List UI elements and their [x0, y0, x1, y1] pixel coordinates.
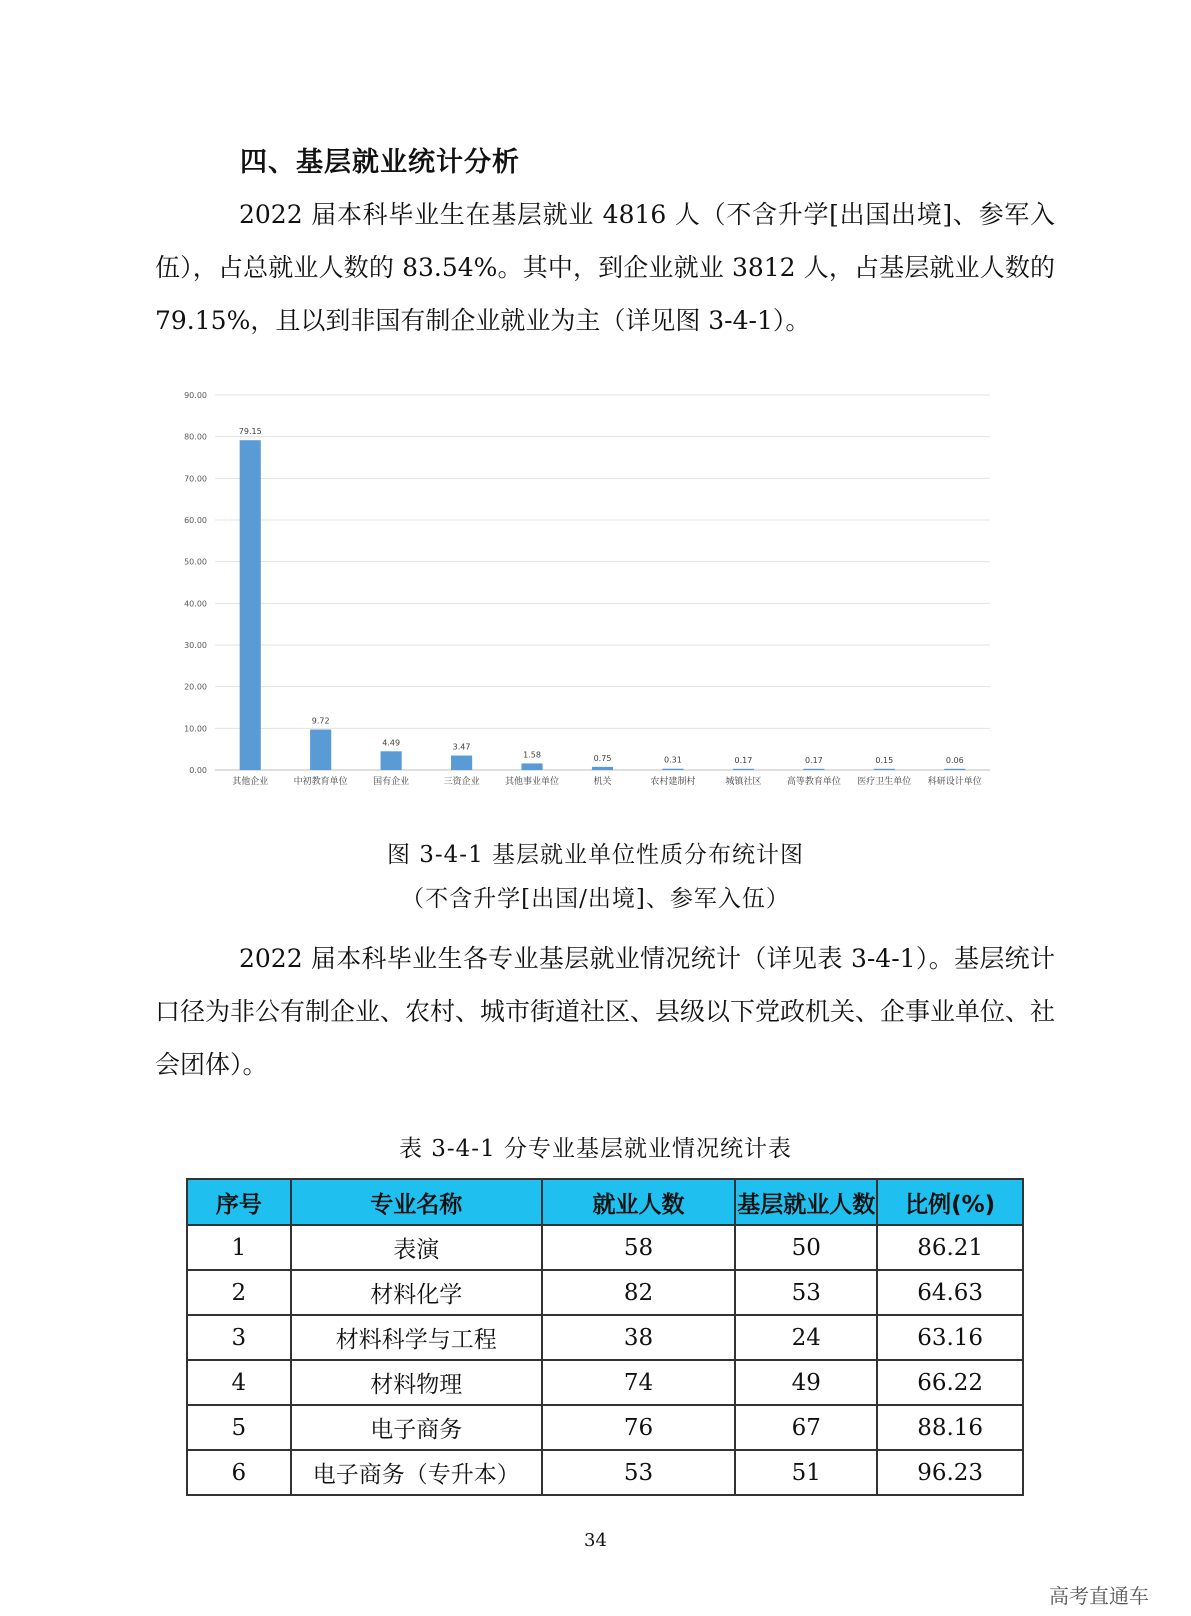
cell-ratio: 64.63 [877, 1270, 1023, 1315]
bar-chart-svg [170, 390, 1020, 810]
x-tick-label: 其他事业单位 [505, 777, 560, 787]
y-tick-label: 80.00 [184, 432, 207, 442]
bar-chart [170, 390, 1020, 810]
major-employment-table [186, 1178, 1024, 1496]
x-tick-label: 其他企业 [232, 777, 269, 787]
cell-index: 3 [187, 1315, 291, 1360]
value-label: 3.47 [452, 742, 471, 752]
cell-employed-count: 82 [542, 1270, 735, 1315]
value-label: 79.15 [238, 427, 262, 437]
header-ratio: 比例(%) [877, 1179, 1023, 1225]
x-tick-label: 科研设计单位 [927, 777, 982, 787]
value-label: 9.72 [311, 716, 330, 726]
bar [381, 751, 402, 770]
x-tick-label: 国有企业 [373, 777, 410, 787]
bar [592, 767, 613, 770]
y-tick-label: 90.00 [184, 391, 207, 400]
bar [521, 763, 542, 770]
bar [733, 769, 754, 770]
cell-ratio: 88.16 [877, 1405, 1023, 1450]
bar [451, 756, 472, 770]
cell-major-name: 表演 [291, 1225, 542, 1270]
cell-index: 4 [187, 1360, 291, 1405]
header-index: 序号 [187, 1179, 291, 1225]
header-major-name: 专业名称 [291, 1179, 542, 1225]
paragraph-table-intro: 2022 届本科毕业生各专业基层就业情况统计（详见表 3-4-1）。基层统计口径为非公有制企业、农村、城市街道社区、县级以下党政机关、企事业单位、社会团体）。 [155, 944, 1056, 1079]
x-tick-label: 高等教育单位 [786, 777, 841, 787]
y-tick-label: 70.00 [184, 474, 207, 484]
x-tick-label: 三资企业 [443, 777, 480, 787]
figure-subtitle: （不含升学[出国/出境]、参军入伍） [401, 886, 790, 912]
section-heading: 四、基层就业统计分析 [240, 147, 520, 178]
cell-index: 6 [187, 1450, 291, 1495]
table-row [187, 1360, 1023, 1405]
figure-title: 图 3-4-1 基层就业单位性质分布统计图 [386, 842, 805, 868]
bar [662, 769, 683, 770]
cell-employed-count: 58 [542, 1225, 735, 1270]
cell-grassroots-count: 24 [735, 1315, 877, 1360]
cell-ratio: 86.21 [877, 1225, 1023, 1270]
table-row [187, 1270, 1023, 1315]
y-tick-label: 30.00 [184, 641, 207, 650]
bar [944, 769, 965, 770]
bar [803, 769, 824, 770]
y-tick-label: 10.00 [184, 724, 207, 734]
table-row [187, 1405, 1023, 1450]
value-label: 1.58 [523, 750, 541, 760]
cell-grassroots-count: 67 [735, 1405, 877, 1450]
table-header-row [187, 1179, 1023, 1225]
table-row [187, 1225, 1023, 1270]
y-tick-label: 40.00 [184, 599, 207, 609]
cell-employed-count: 76 [542, 1405, 735, 1450]
value-label: 0.06 [945, 755, 964, 765]
header-grassroots-count: 基层就业人数 [735, 1179, 877, 1225]
y-tick-label: 50.00 [184, 557, 207, 567]
cell-ratio: 63.16 [877, 1315, 1023, 1360]
x-tick-label: 农村建制村 [650, 777, 696, 787]
cell-major-name: 材料物理 [291, 1360, 542, 1405]
bar [874, 769, 895, 770]
cell-grassroots-count: 51 [735, 1450, 877, 1495]
cell-grassroots-count: 53 [735, 1270, 877, 1315]
y-tick-label: 60.00 [184, 516, 207, 525]
table-row [187, 1450, 1023, 1495]
paragraph-employment-summary: 2022 届本科毕业生在基层就业 4816 人（不含升学[出国出境]、参军入伍），占总就业人数的 83.54%。其中，到企业就业 3812 人，占基层就业人数的 79.15%，且以到非国有制企业就业为主（详见图 3-4-1）。 [155, 200, 1055, 335]
cell-ratio: 66.22 [877, 1360, 1023, 1405]
bar [240, 440, 261, 770]
table-title: 表 3-4-1 分专业基层就业情况统计表 [398, 1136, 793, 1162]
cell-major-name: 材料科学与工程 [291, 1315, 542, 1360]
y-tick-label: 0.00 [189, 766, 207, 775]
value-label: 0.31 [664, 755, 682, 765]
cell-employed-count: 53 [542, 1450, 735, 1495]
cell-major-name: 电子商务 [291, 1405, 542, 1450]
cell-employed-count: 74 [542, 1360, 735, 1405]
value-label: 0.75 [593, 753, 612, 763]
x-tick-label: 城镇社区 [725, 777, 762, 787]
cell-employed-count: 38 [542, 1315, 735, 1360]
x-tick-label: 机关 [593, 777, 612, 787]
cell-grassroots-count: 49 [735, 1360, 877, 1405]
value-label: 4.49 [382, 738, 401, 748]
x-tick-label: 医疗卫生单位 [857, 777, 912, 787]
header-employed-count: 就业人数 [542, 1179, 735, 1225]
cell-index: 2 [187, 1270, 291, 1315]
y-tick-label: 20.00 [184, 682, 207, 692]
page-number: 34 [584, 1530, 607, 1551]
cell-major-name: 电子商务（专升本） [291, 1450, 542, 1495]
watermark: 高考直通车 [1049, 1584, 1149, 1608]
cell-index: 1 [187, 1225, 291, 1270]
cell-ratio: 96.23 [877, 1450, 1023, 1495]
cell-grassroots-count: 50 [735, 1225, 877, 1270]
cell-index: 5 [187, 1405, 291, 1450]
table-row [187, 1315, 1023, 1360]
value-label: 0.17 [734, 755, 753, 765]
cell-major-name: 材料化学 [291, 1270, 542, 1315]
x-tick-label: 中初教育单位 [293, 777, 348, 787]
bar [310, 730, 331, 771]
value-label: 0.15 [875, 755, 894, 765]
value-label: 0.17 [804, 755, 823, 765]
